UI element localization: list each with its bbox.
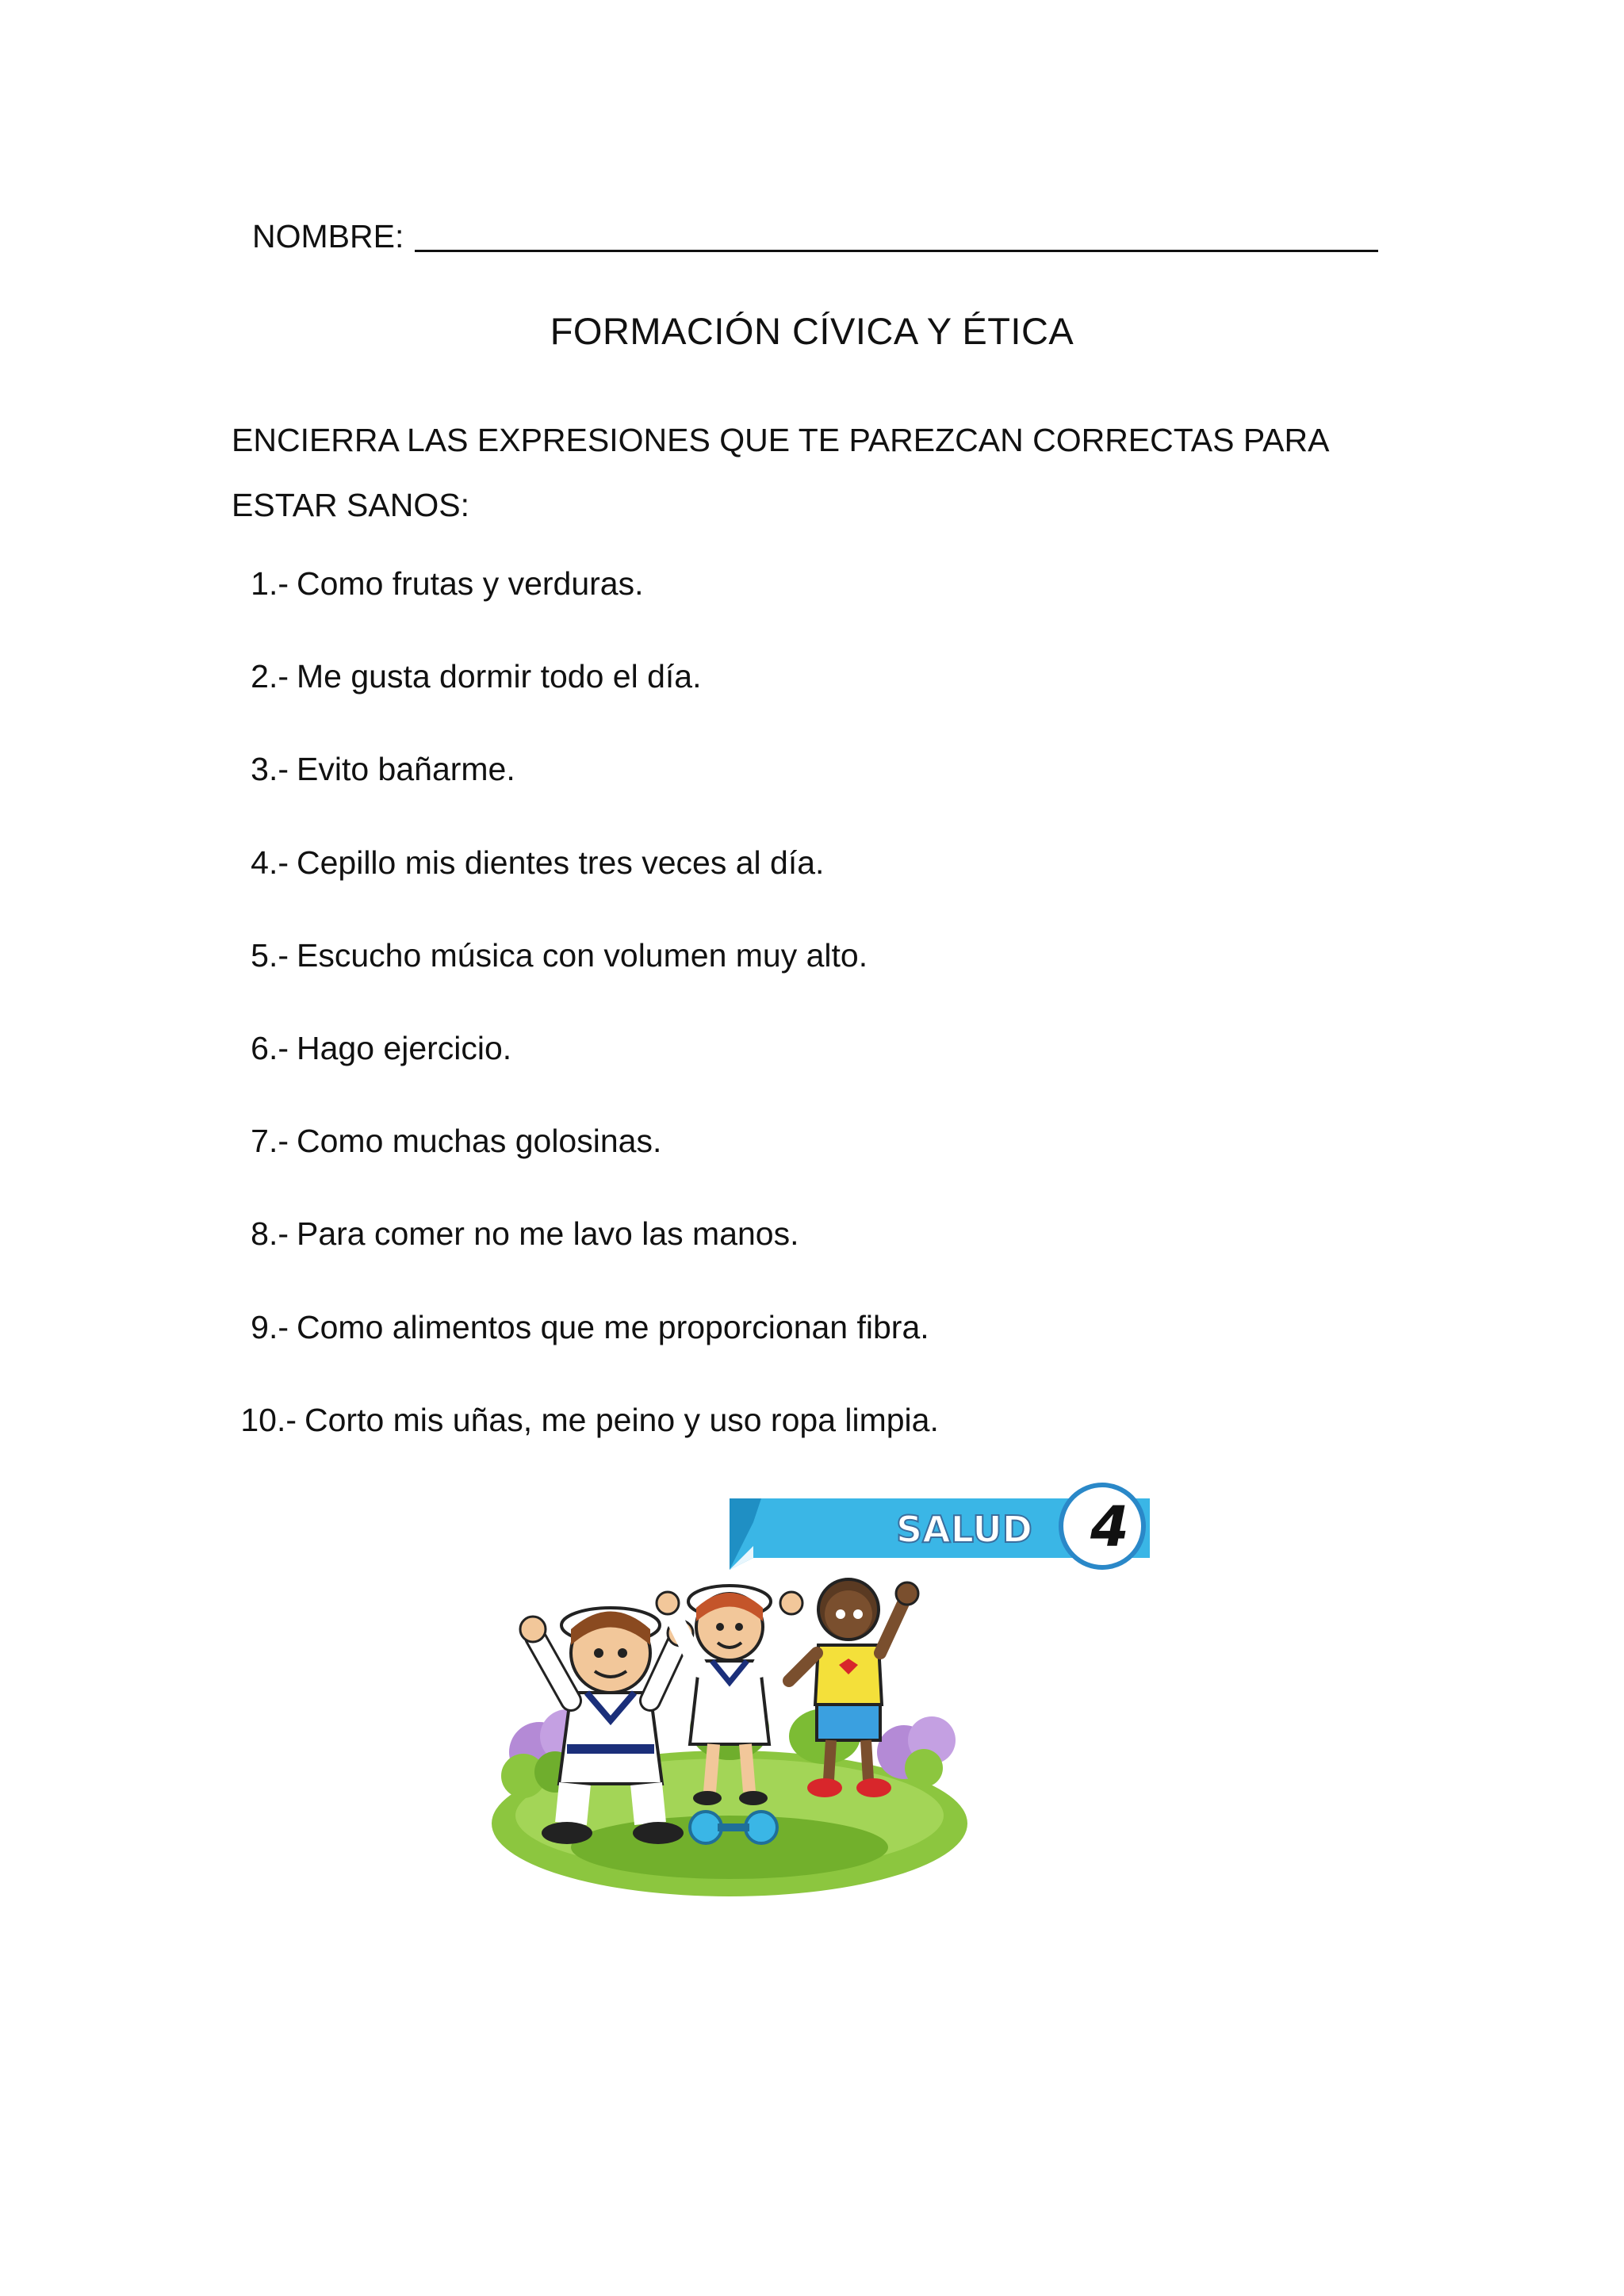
name-label: NOMBRE: bbox=[252, 218, 404, 254]
list-item: 3.- Evito bañarme. bbox=[251, 751, 515, 788]
statement-list bbox=[232, 564, 1421, 1494]
name-field-row bbox=[252, 208, 1378, 255]
list-item: 4.- Cepillo mis dientes tres veces al día. bbox=[251, 844, 825, 881]
list-item: 2.- Me gusta dormir todo el día. bbox=[251, 658, 702, 695]
list-item: 6.- Hago ejercicio. bbox=[251, 1029, 512, 1066]
list-item: 5.- Escucho música con volumen muy alto. bbox=[251, 936, 868, 974]
list-item: 1.- Como frutas y verduras. bbox=[251, 565, 644, 602]
number-badge bbox=[1061, 1485, 1143, 1567]
health-illustration bbox=[492, 1475, 1158, 1903]
list-item: 7.- Como muchas golosinas. bbox=[251, 1123, 662, 1160]
list-item: 8.- Para comer no me lavo las manos. bbox=[251, 1215, 799, 1253]
worksheet-title: FORMACIÓN CÍVICA Y ÉTICA bbox=[550, 310, 1074, 352]
instructions-text: ENCIERRA LAS EXPRESIONES QUE TE PAREZCAN CORRECTAS PARA ESTAR SANOS: bbox=[232, 422, 1328, 523]
list-item: 10.- Corto mis uñas, me peino y uso ropa limpia. bbox=[240, 1401, 939, 1438]
badge-number: 4 bbox=[1090, 1494, 1129, 1559]
banner-label: SALUD bbox=[896, 1508, 1032, 1551]
list-item: 9.- Como alimentos que me proporcionan fibra. bbox=[251, 1308, 929, 1345]
name-blank-line bbox=[415, 250, 1378, 252]
